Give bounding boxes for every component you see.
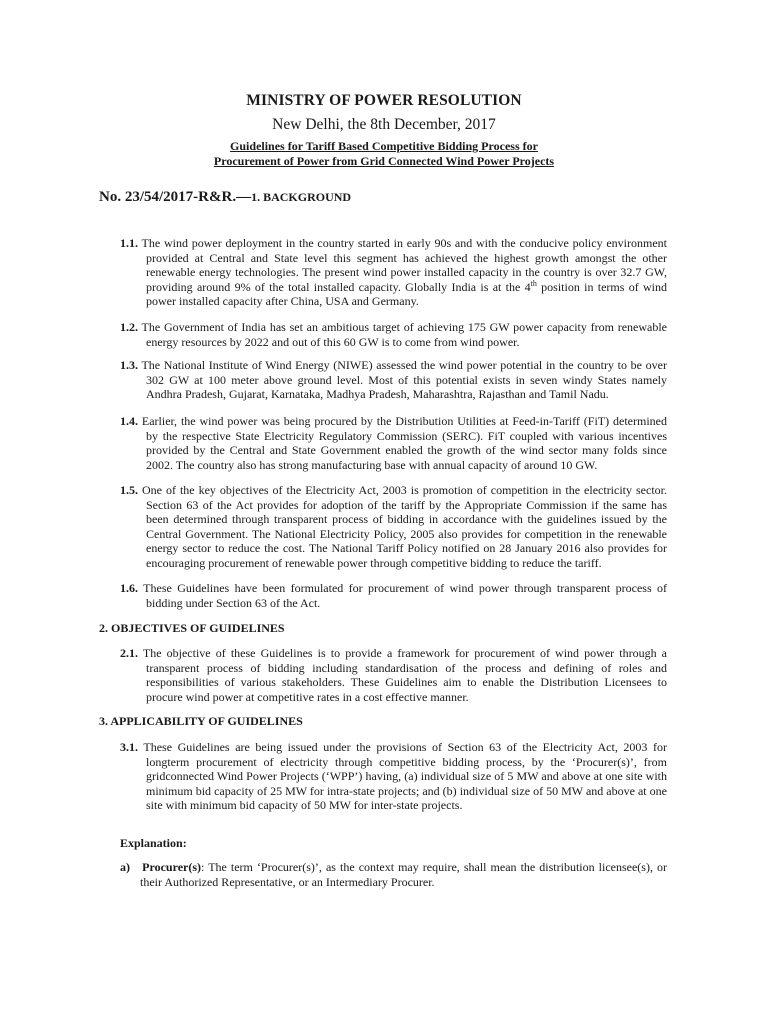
section-2-heading: 2. OBJECTIVES OF GUIDELINES	[99, 621, 285, 635]
paragraph-text: The objective of these Guidelines is to provide a framework for procurement of wind power through a transparent process of bidding including standardisation of the process and defining of roles and responsibilities of various stakeholders. These Guidelines aim to enable the Distribution Licensees to procure wind power at competitive rates in a cost effective manner.	[138, 646, 667, 704]
document-subtitle	[0, 139, 768, 169]
paragraph-1-5	[120, 483, 667, 571]
background-heading: 1. BACKGROUND	[251, 190, 352, 204]
subtitle-line-1: Guidelines for Tariff Based Competitive Bidding Process for	[230, 139, 538, 153]
item-term: Procurer(s)	[142, 860, 202, 874]
item-label: a)	[120, 860, 130, 874]
paragraph-number: 1.6.	[120, 581, 138, 595]
resolution-number: No. 23/54/2017-R&R.—	[99, 189, 252, 205]
paragraph-text: The wind power deployment in the country started in early 90s and with the conducive policy environment provided at Central and State level this segment has achieved the highest growth amongst the other renewable energy technologies. The present wind power installed capacity in the country is over 32.7 GW, providing around 9% of the total installed capacity. Globally India is at the 4	[138, 236, 667, 294]
subtitle-line-2: Procurement of Power from Grid Connected Wind Power Projects	[213, 154, 555, 168]
paragraph-number: 1.2.	[120, 320, 138, 334]
paragraph-1-4	[120, 414, 667, 472]
paragraph-text: These Guidelines are being issued under the provisions of Section 63 of the Electricity Act, 2003 for longterm procurement of electricity through competitive bidding process, by the ‘Procurer(s)’, from gridconnected Wind Power Projects (‘WPP’) having, (a) individual size of 5 MW and above at one site with minimum bid capacity of 25 MW for intra-state projects; and (b) individual size of 50 MW and above at one site with minimum bid capacity of 50 MW for inter-state projects.	[138, 740, 667, 813]
section-3-heading: 3. APPLICABILITY OF GUIDELINES	[99, 714, 303, 728]
paragraph-1-3	[120, 358, 667, 402]
paragraph-text: The National Institute of Wind Energy (NIWE) assessed the wind power potential in the country to be over 302 GW at 100 meter above ground level. Most of this potential exists in seven windy States namely Andhra Pradesh, Gujarat, Karnataka, Madhya Pradesh, Maharashtra, Rajasthan and Tamil Nadu.	[138, 358, 667, 402]
paragraph-2-1	[120, 646, 667, 704]
paragraph-text: Earlier, the wind power was being procured by the Distribution Utilities at Feed-in-Tariff (FiT) determined by the respective State Electricity Regulatory Commission (SERC). FiT coupled with various incentives provided by the Central and State Government enabled the growth of the wind sector many folds since 2002. The country also has strong manufacturing base with annual capacity of around 10 GW.	[138, 414, 667, 472]
paragraph-1-6	[120, 581, 667, 610]
paragraph-text: One of the key objectives of the Electricity Act, 2003 is promotion of competition in the electricity sector. Section 63 of the Act provides for adoption of the tariff by the Appropriate Commission if the same has been determined through transparent process of bidding in accordance with the guidelines issued by the Central Government. The National Electricity Policy, 2005 also provides for competition in the renewable energy sector to reduce the cost. The National Tariff Policy notified on 28 January 2016 also provides for encouraging procurement of renewable power through competitive bidding to reduce the tariff.	[138, 483, 667, 570]
explanation-heading: Explanation:	[120, 836, 187, 850]
paragraph-number: 2.1.	[120, 646, 138, 660]
paragraph-text: These Guidelines have been formulated for procurement of wind power through transparent process of bidding under Section 63 of the Act.	[138, 581, 667, 610]
paragraph-text: The Government of India has set an ambitious target of achieving 175 GW power capacity from renewable energy resources by 2022 and out of this 60 GW is to come from wind power.	[138, 320, 667, 349]
paragraph-number: 1.1.	[120, 236, 138, 250]
superscript: th	[530, 278, 537, 288]
paragraph-number: 1.4.	[120, 414, 138, 428]
paragraph-1-2	[120, 320, 667, 349]
paragraph-text-cont: position in terms of wind power installed capacity after China, USA and Germany.	[146, 279, 667, 309]
paragraph-3-1	[120, 740, 667, 813]
paragraph-1-1	[120, 236, 667, 309]
item-text: : The term ‘Procurer(s)’, as the context may require, shall mean the distribution licensee(s), or their Authorized Representative, or an Intermediary Procurer.	[140, 860, 668, 889]
paragraph-number: 3.1.	[120, 740, 138, 754]
explanation-item-a	[120, 860, 667, 889]
resolution-number-line	[99, 189, 351, 206]
paragraph-number: 1.3.	[120, 358, 138, 372]
paragraph-number: 1.5.	[120, 483, 138, 497]
dateline: New Delhi, the 8th December, 2017	[272, 116, 496, 133]
document-title: MINISTRY OF POWER RESOLUTION	[246, 92, 522, 109]
